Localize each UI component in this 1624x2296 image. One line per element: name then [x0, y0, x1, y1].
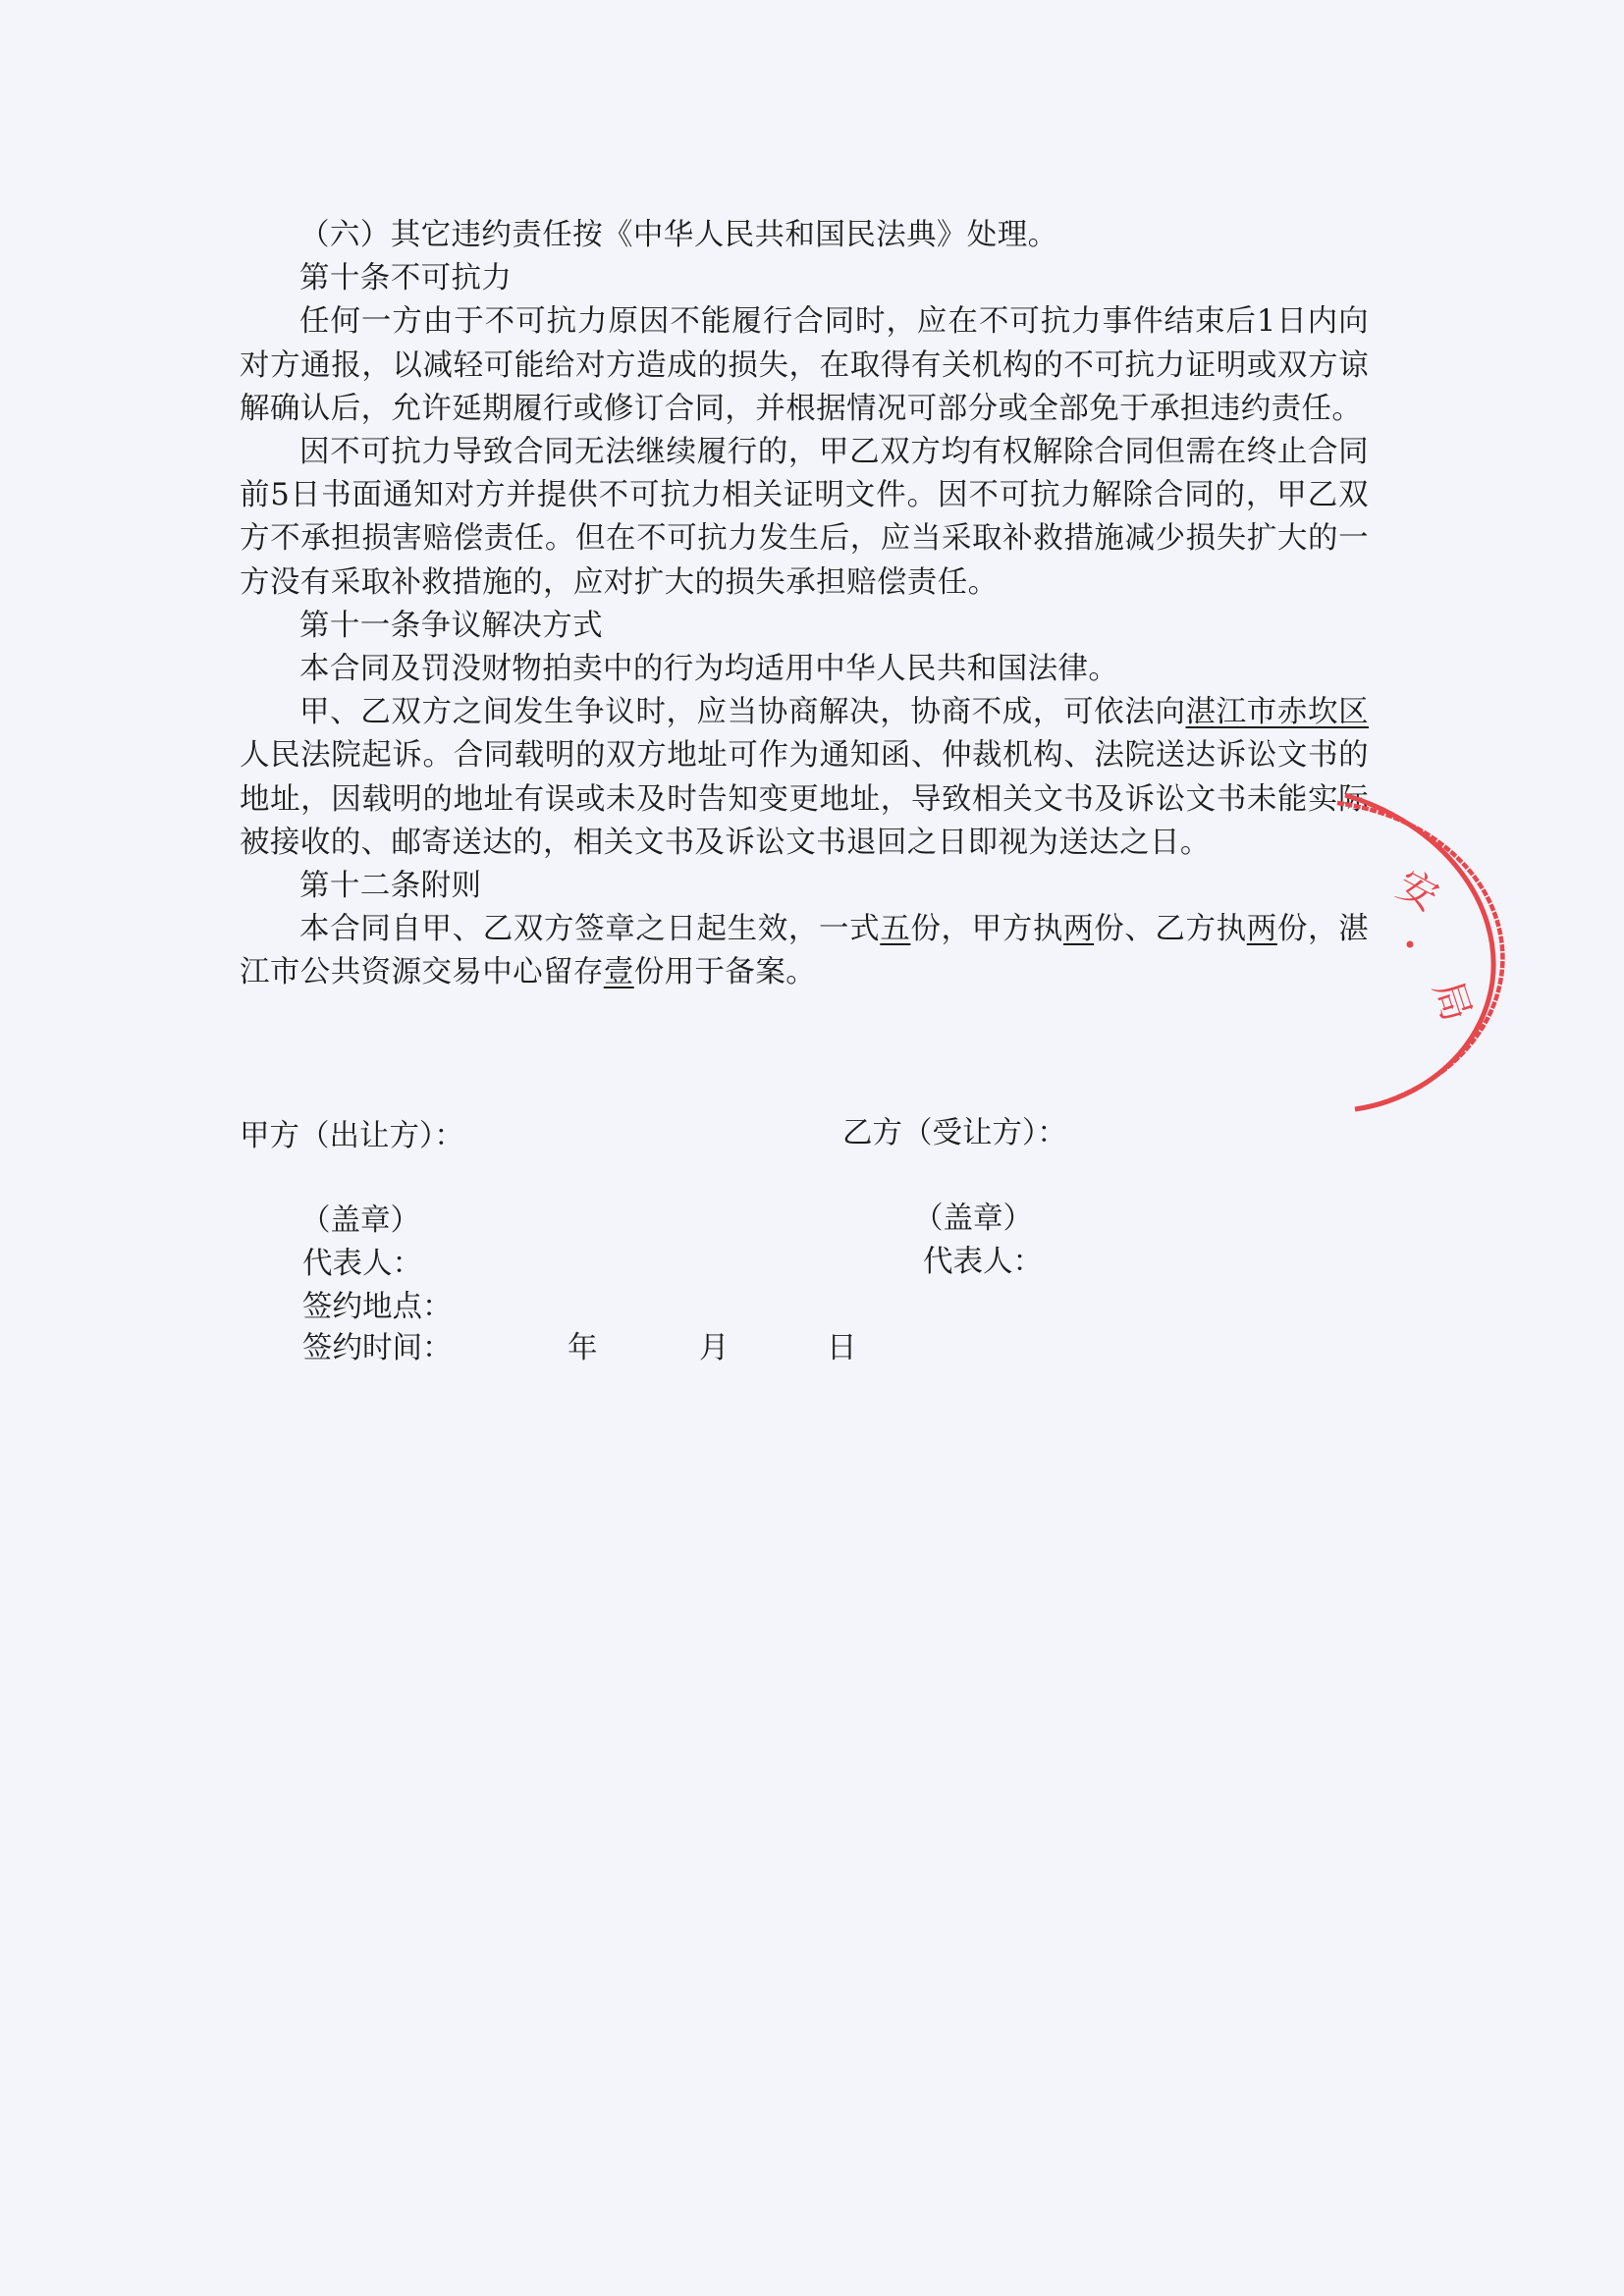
party-b-representative: 代表人：	[923, 1245, 1043, 1279]
contract-body	[240, 214, 1369, 995]
article-10-paragraph-2: 因不可抗力导致合同无法继续履行的，甲乙双方均有权解除合同但需在终止合同前5日书面通知对方并提供不可抗力相关证明文件。因不可抗力解除合同的，甲乙双方不承担损害赔偿责任。但在不可抗力发生后，应当采取补救措施减少损失扩大的一方没有采取补救措施的，应对扩大的损失承担赔偿责任。	[240, 435, 1369, 600]
article-12-text-b: 份，甲方执	[910, 912, 1064, 947]
article-12-heading: 第十二条附则	[299, 869, 482, 904]
article-11-heading: 第十一条争议解决方式	[299, 608, 603, 643]
party-b-seal-label: （盖章）	[913, 1201, 1033, 1236]
article-12-paragraph-1	[240, 908, 1369, 994]
signing-day: 日	[827, 1331, 857, 1365]
signing-month: 月	[699, 1331, 730, 1365]
signing-year: 年	[568, 1331, 598, 1365]
seal-char-an: 安	[1389, 862, 1446, 921]
article-11-paragraph-2	[240, 691, 1369, 865]
party-a-representative: 代表人：	[302, 1247, 422, 1281]
signing-time: 签约时间：	[302, 1331, 453, 1365]
article-12-text-d: 份，湛江市公共资源交易中心留存	[240, 912, 1370, 990]
court-name: 湛江市赤坎区	[1185, 695, 1369, 730]
party-a-label: 甲方（出让方）：	[240, 1119, 464, 1153]
seal-char-ju: 局	[1424, 975, 1480, 1028]
copies-party-a: 两	[1063, 912, 1095, 947]
article-11-text-after: 人民法院起诉。合同载明的双方地址可作为通知函、仲裁机构、法院送达诉讼文书的地址，因载明的地址有误或未及时告知变更地址，导致相关文书及诉讼文书未能实际被接收的、邮寄送达的，相关文书及诉讼文书退回之日即视为送达之日。	[240, 738, 1369, 860]
seal-dot	[1407, 941, 1414, 948]
party-b-label: 乙方（受让方）：	[842, 1116, 1067, 1150]
article-11-text-before: 甲、乙双方之间发生争议时，应当协商解决，协商不成，可依法向	[299, 695, 1186, 730]
copies-total: 五	[880, 912, 911, 947]
party-a-seal-label: （盖章）	[300, 1203, 420, 1238]
copies-center: 壹	[603, 955, 634, 990]
article-11-paragraph-1: 本合同及罚没财物拍卖中的行为均适用中华人民共和国法律。	[299, 652, 1119, 687]
article-12-text-a: 本合同自甲、乙双方签章之日起生效，一式	[299, 912, 881, 947]
copies-party-b: 两	[1246, 912, 1277, 947]
signing-place: 签约地点：	[302, 1290, 453, 1324]
article-10-heading: 第十条不可抗力	[299, 261, 513, 296]
article-12-text-c: 份、乙方执	[1094, 912, 1247, 947]
article-10-paragraph-1: 任何一方由于不可抗力原因不能履行合同时，应在不可抗力事件结束后1日内向对方通报，以减轻可能给对方造成的损失，在取得有关机构的不可抗力证明或双方谅解确认后，允许延期履行或修订合同，并根据情况可部分或全部免于承担违约责任。	[240, 304, 1369, 426]
clause-item-6: （六）其它违约责任按《中华人民共和国民法典》处理。	[299, 218, 1058, 252]
article-12-text-e: 份用于备案。	[633, 955, 817, 990]
